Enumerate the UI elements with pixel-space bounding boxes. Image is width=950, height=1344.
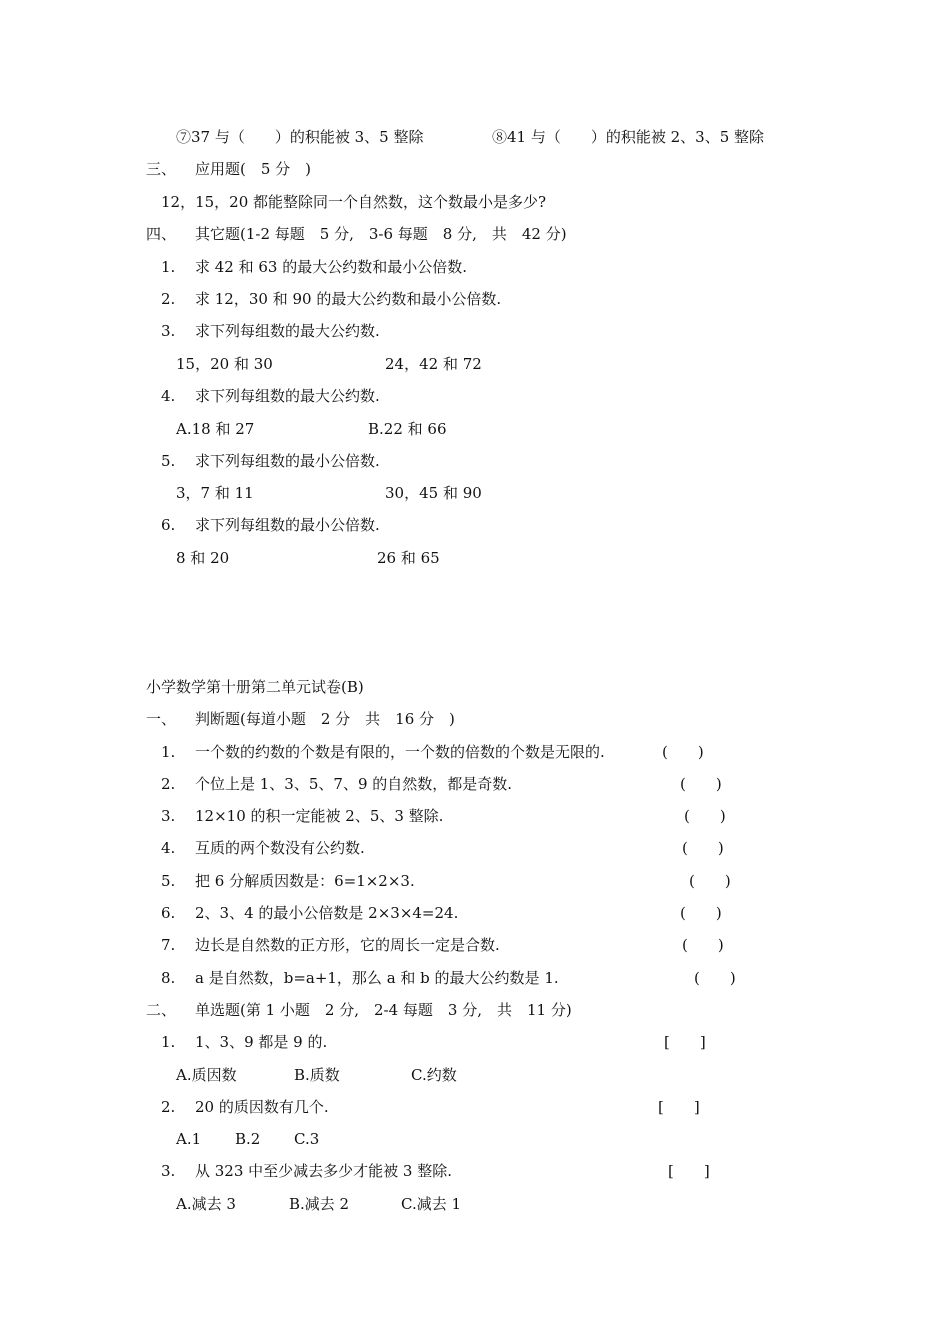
item-subpart-b: B.22 和 66 <box>368 420 447 438</box>
item-subpart-a: A.18 和 27 <box>176 420 255 438</box>
choice-option: C.约数 <box>411 1066 457 1084</box>
choice-number: 2. <box>161 1098 176 1116</box>
answer-bracket[interactable]: [ ] <box>658 1098 700 1116</box>
choice-option: B.减去 2 <box>289 1195 350 1213</box>
item-subpart-b: 26 和 65 <box>377 549 440 567</box>
item-text: 求 42 和 63 的最大公约数和最小公倍数. <box>195 258 468 276</box>
choice-option: A.质因数 <box>176 1066 237 1084</box>
choice-option: B.质数 <box>294 1066 340 1084</box>
section-4-title: 其它题(1-2 每题 5 分, 3-6 每题 8 分, 共 42 分) <box>195 225 567 243</box>
answer-blank[interactable]: ( ) <box>682 839 724 857</box>
item-subpart-b: 24，42 和 72 <box>385 355 482 373</box>
question-8-fill-blank: ⑧41 与（ ）的积能被 2、3、5 整除 <box>492 128 765 146</box>
judge-text: 边长是自然数的正方形，它的周长一定是合数. <box>195 936 500 954</box>
item-text: 求下列每组数的最大公约数. <box>195 387 380 405</box>
application-question: 12，15，20 都能整除同一个自然数，这个数最小是多少? <box>161 193 547 211</box>
judge-number: 3. <box>161 807 176 825</box>
judge-number: 1. <box>161 743 176 761</box>
choice-option: A.1 <box>176 1130 202 1148</box>
answer-blank[interactable]: ( ) <box>662 743 704 761</box>
answer-blank[interactable]: ( ) <box>684 807 726 825</box>
section-2-number: 二、 <box>146 1001 177 1019</box>
item-subpart-a: 3，7 和 11 <box>176 484 254 502</box>
judge-text: 个位上是 1、3、5、7、9 的自然数，都是奇数. <box>195 775 513 793</box>
judge-number: 6. <box>161 904 176 922</box>
item-text: 求下列每组数的最大公约数. <box>195 322 380 340</box>
item-text: 求下列每组数的最小公倍数. <box>195 452 380 470</box>
answer-blank[interactable]: ( ) <box>689 872 731 890</box>
answer-bracket[interactable]: [ ] <box>664 1033 706 1051</box>
section-3-title: 应用题( 5 分 ) <box>195 160 312 178</box>
choice-number: 1. <box>161 1033 176 1051</box>
judge-text: 互质的两个数没有公约数. <box>195 839 365 857</box>
choice-option: C.减去 1 <box>401 1195 462 1213</box>
section-1-number: 一、 <box>146 710 177 728</box>
item-number: 1. <box>161 258 176 276</box>
section-4-number: 四、 <box>146 225 177 243</box>
answer-blank[interactable]: ( ) <box>694 969 736 987</box>
item-subpart-a: 15，20 和 30 <box>176 355 273 373</box>
section-2-title: 单选题(第 1 小题 2 分, 2-4 每题 3 分, 共 11 分) <box>195 1001 572 1019</box>
section-3-number: 三、 <box>146 160 177 178</box>
item-number: 2. <box>161 290 176 308</box>
answer-blank[interactable]: ( ) <box>680 775 722 793</box>
judge-number: 2. <box>161 775 176 793</box>
item-number: 6. <box>161 516 176 534</box>
item-number: 3. <box>161 322 176 340</box>
choice-option: A.减去 3 <box>176 1195 236 1213</box>
choice-text: 1、3、9 都是 9 的. <box>195 1033 328 1051</box>
judge-text: 2、3、4 的最小公倍数是 2×3×4=24. <box>195 904 459 922</box>
judge-text: 把 6 分解质因数是：6=1×2×3. <box>195 872 415 890</box>
item-number: 5. <box>161 452 176 470</box>
section-1-title: 判断题(每道小题 2 分 共 16 分 ) <box>195 710 455 728</box>
item-text: 求下列每组数的最小公倍数. <box>195 516 380 534</box>
choice-text: 从 323 中至少减去多少才能被 3 整除. <box>195 1162 453 1180</box>
choice-number: 3. <box>161 1162 176 1180</box>
choice-option: C.3 <box>294 1130 320 1148</box>
exam-title: 小学数学第十册第二单元试卷(B) <box>146 678 364 696</box>
answer-blank[interactable]: ( ) <box>682 936 724 954</box>
item-subpart-a: 8 和 20 <box>176 549 230 567</box>
answer-bracket[interactable]: [ ] <box>668 1162 710 1180</box>
judge-text: 一个数的约数的个数是有限的，一个数的倍数的个数是无限的. <box>195 743 605 761</box>
item-text: 求 12，30 和 90 的最大公约数和最小公倍数. <box>195 290 502 308</box>
judge-number: 5. <box>161 872 176 890</box>
judge-number: 8. <box>161 969 176 987</box>
item-number: 4. <box>161 387 176 405</box>
answer-blank[interactable]: ( ) <box>680 904 722 922</box>
choice-option: B.2 <box>235 1130 261 1148</box>
judge-number: 4. <box>161 839 176 857</box>
judge-text: 12×10 的积一定能被 2、5、3 整除. <box>195 807 444 825</box>
choice-text: 20 的质因数有几个. <box>195 1098 329 1116</box>
question-7-fill-blank: ⑦37 与（ ）的积能被 3、5 整除 <box>176 128 424 146</box>
judge-number: 7. <box>161 936 176 954</box>
judge-text: a 是自然数，b=a+1，那么 a 和 b 的最大公约数是 1. <box>195 969 559 987</box>
item-subpart-b: 30，45 和 90 <box>385 484 482 502</box>
